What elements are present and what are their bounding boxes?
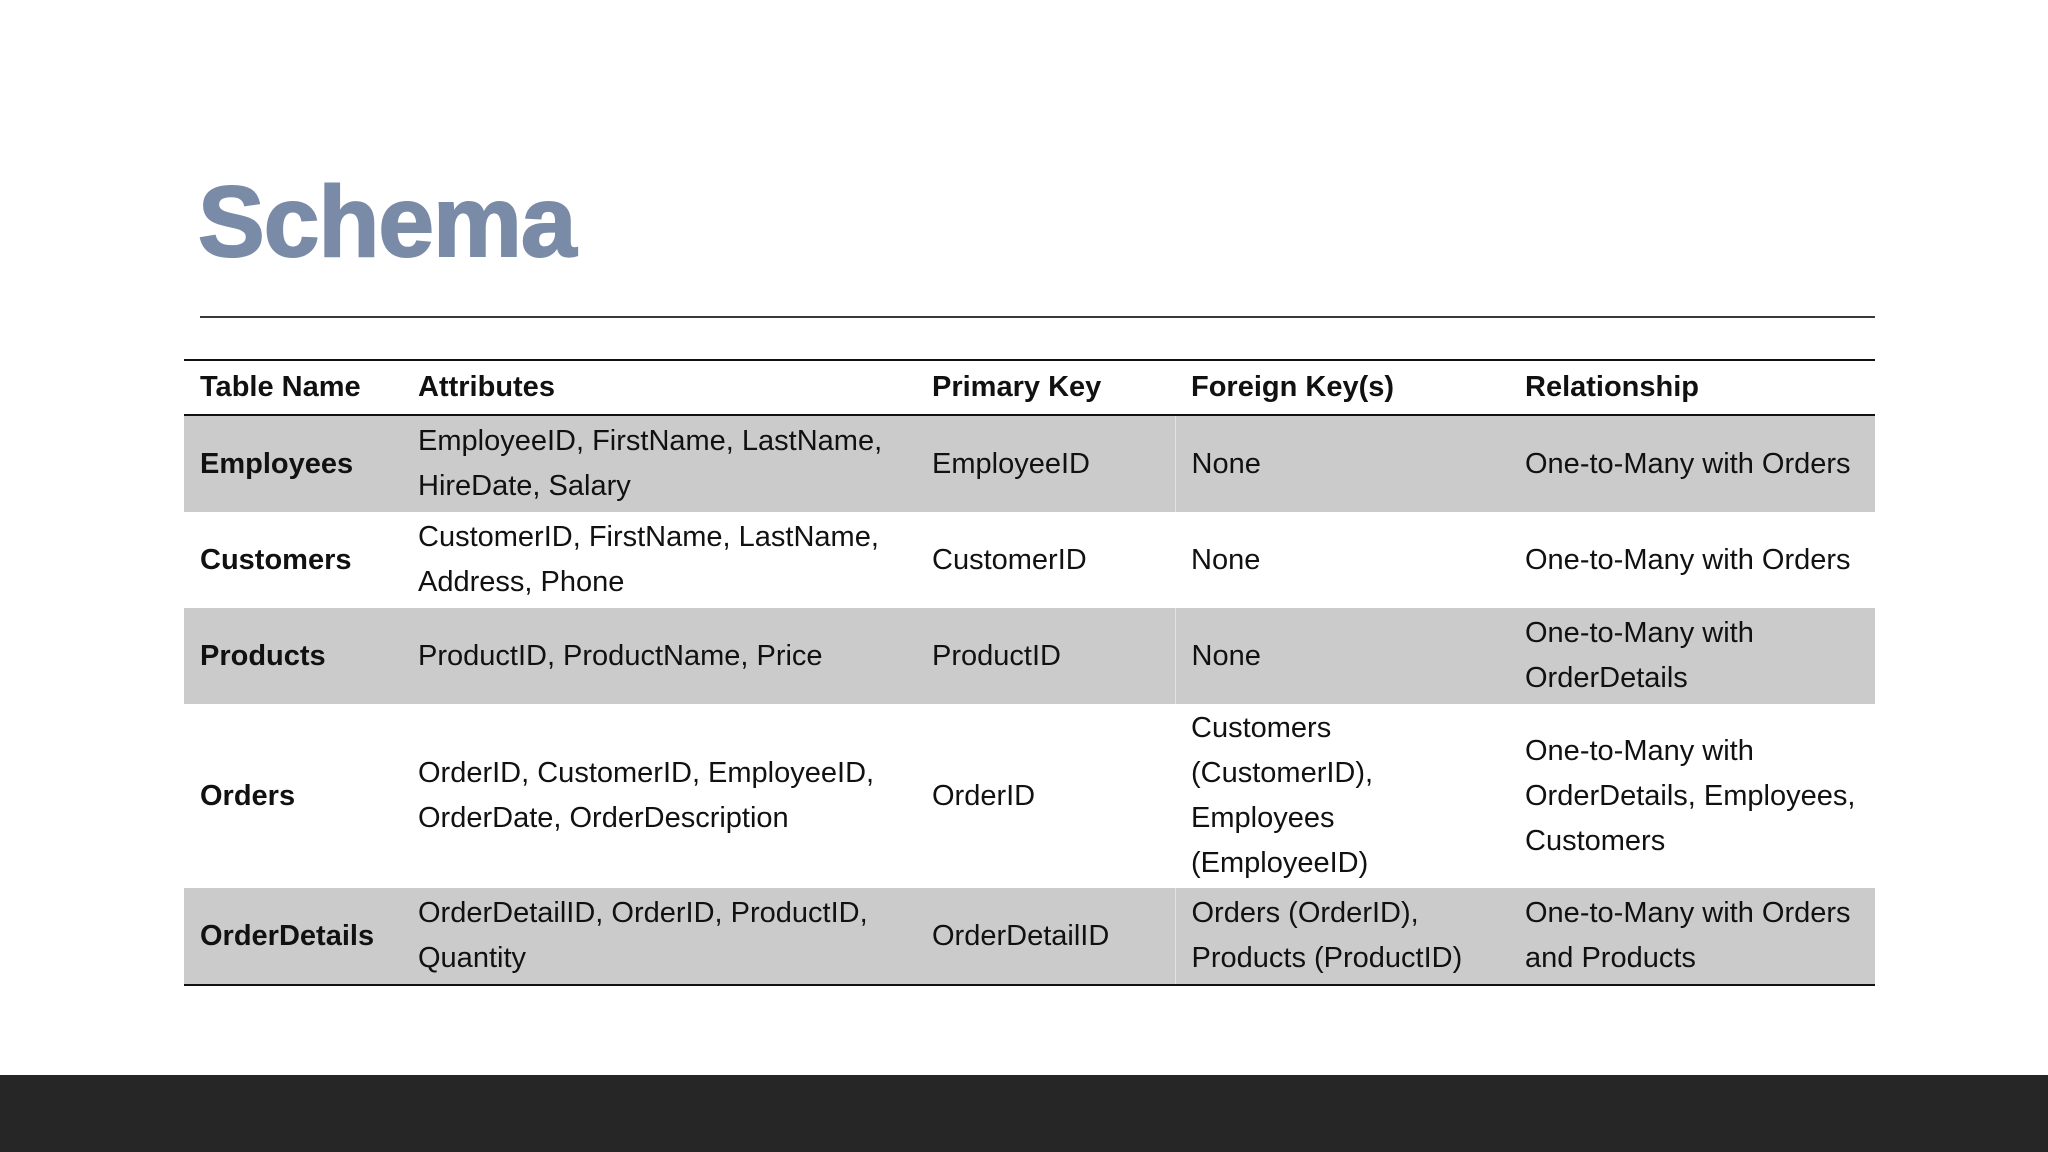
footer-bar: [0, 1075, 2048, 1152]
relationship-cell: One-to-Many with Orders: [1525, 543, 1851, 576]
table-name-cell: Orders: [200, 779, 296, 812]
attributes-cell: OrderDetailID, OrderID, ProductID, Quantity: [402, 888, 916, 985]
table-row: [184, 888, 1875, 985]
foreign-keys-cell: None: [1175, 415, 1509, 512]
schema-table: [184, 359, 1875, 986]
title-divider: [200, 316, 1875, 318]
header-table-name: Table Name: [184, 360, 402, 415]
table-name-cell: OrderDetails: [184, 888, 402, 985]
table-header-row: [184, 360, 1875, 415]
attributes-cell: ProductID, ProductName, Price: [402, 608, 916, 704]
foreign-keys-cell: Orders (OrderID), Products (ProductID): [1175, 888, 1509, 985]
table-name-cell: Customers: [200, 543, 352, 576]
foreign-keys-cell: None: [1175, 608, 1509, 704]
primary-key-cell: ProductID: [916, 608, 1175, 704]
foreign-keys-cell: Customers (CustomerID), Employees (EmployeeID): [1191, 712, 1374, 879]
table-name-cell: Employees: [184, 415, 402, 512]
header-primary-key: Primary Key: [916, 360, 1175, 415]
primary-key-cell: CustomerID: [932, 543, 1087, 576]
primary-key-cell: OrderDetailID: [916, 888, 1175, 985]
table-row: [184, 704, 1875, 888]
primary-key-cell: OrderID: [932, 779, 1036, 812]
table-row: [184, 512, 1875, 608]
slide-title: Schema: [198, 166, 576, 278]
relationship-cell: One-to-Many with Orders: [1509, 415, 1875, 512]
table-name-cell: Products: [184, 608, 402, 704]
primary-key-cell: EmployeeID: [916, 415, 1175, 512]
header-relationship: Relationship: [1509, 360, 1875, 415]
relationship-cell: One-to-Many with Orders and Products: [1509, 888, 1875, 985]
header-foreign-keys: Foreign Key(s): [1175, 360, 1509, 415]
relationship-cell: One-to-Many with OrderDetails: [1509, 608, 1875, 704]
table-row: [184, 608, 1875, 704]
relationship-cell: One-to-Many with OrderDetails, Employees, Customers: [1525, 734, 1856, 857]
foreign-keys-cell: None: [1191, 543, 1261, 576]
header-attributes: Attributes: [402, 360, 916, 415]
attributes-cell: OrderID, CustomerID, EmployeeID, OrderDate, OrderDescription: [418, 757, 875, 834]
attributes-cell: CustomerID, FirstName, LastName, Address, Phone: [418, 521, 879, 598]
table-row: [184, 415, 1875, 512]
attributes-cell: EmployeeID, FirstName, LastName, HireDate, Salary: [402, 415, 916, 512]
